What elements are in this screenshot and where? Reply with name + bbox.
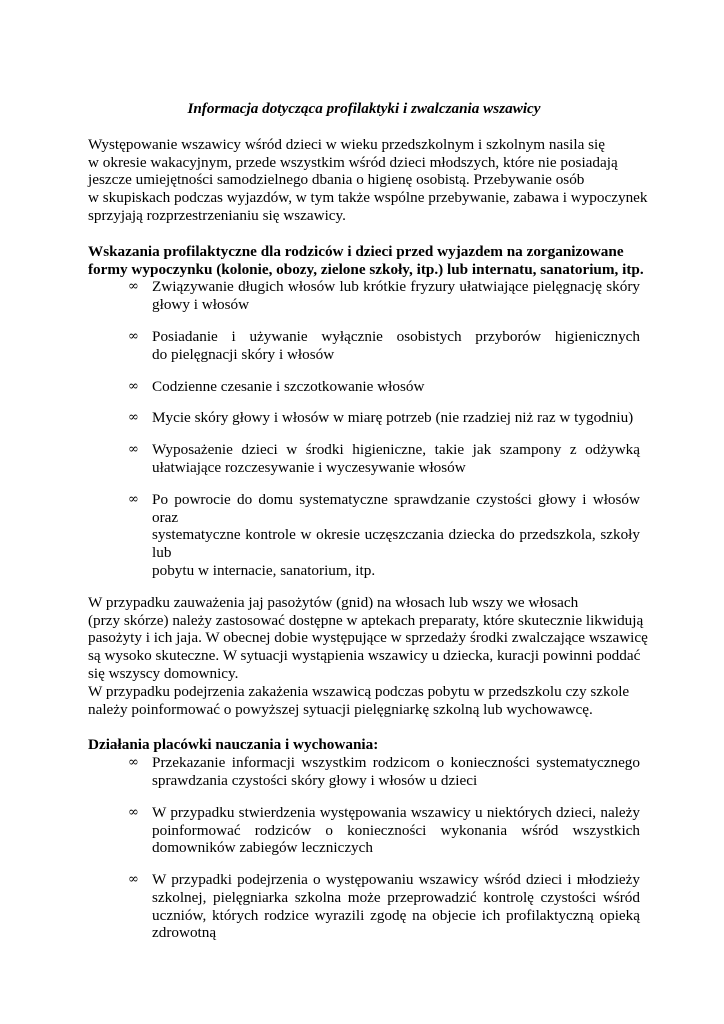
text-line: W przypadku stwierdzenia występowania wszawicy u niektórych dzieci, należy (152, 803, 640, 821)
infinity-bullet-icon: ∞ (128, 442, 139, 458)
text-line: szkolnej, pielęgniarka szkolna może przeprowadzić kontrolę czystości wśród (152, 888, 640, 906)
text-line: sprzyjają rozprzestrzenianiu się wszawicy. (88, 206, 346, 224)
text-line: systematyczne kontrole w okresie uczęszczania dziecka do przedszkola, szkoły lub (152, 526, 640, 562)
list-item-text (152, 409, 640, 427)
intro-paragraph (88, 135, 648, 225)
spacer (88, 225, 640, 243)
text-line: poinformować rodziców o konieczności wykonania wśród wszystkich (152, 821, 640, 839)
infinity-bullet-icon: ∞ (128, 872, 139, 888)
infinity-bullet-icon: ∞ (128, 410, 139, 426)
infinity-bullet-icon: ∞ (128, 279, 139, 295)
text-line: (przy skórze) należy zastosować dostępne w aptekach preparaty, które skutecznie likwidują (88, 611, 644, 629)
section-heading-institution (88, 736, 640, 754)
infinity-bullet-icon: ∞ (128, 755, 139, 771)
list-item (88, 441, 640, 477)
infinity-bullet-icon: ∞ (128, 378, 139, 394)
list-item-text (152, 754, 640, 790)
list-item (88, 328, 640, 364)
text-line: pasożyty i ich jaja. W obecnej dobie występujące w sprzedaży środki zwalczające wszawicę (88, 629, 648, 647)
text-line: Występowanie wszawicy wśród dzieci w wieku przedszkolnym i szkolnym nasila się (88, 135, 606, 153)
list-item-text (152, 871, 640, 942)
text-line: sprawdzania czystości skóry głowy i włosów u dzieci (152, 771, 478, 789)
text-line: Związywanie długich włosów lub krótkie fryzury ułatwiające pielęgnację skóry (152, 278, 640, 296)
text-line: zdrowotną (152, 924, 217, 942)
infinity-bullet-icon: ∞ (128, 491, 139, 507)
text-line: Mycie skóry głowy i włosów w miarę potrzeb (nie rzadziej niż raz w tygodniu) (152, 409, 634, 427)
text-line: w okresie wakacyjnym, przede wszystkim wśród dzieci młodszych, które nie posiadają (88, 153, 618, 171)
text-line: uczniów, których rodzice wyrazili zgodę na objecie ich profilaktyczną opieką (152, 906, 640, 924)
text-line: do pielęgnacji skóry i włosów (152, 345, 335, 363)
text-line: domowników zabiegów leczniczych (152, 839, 373, 857)
list-item (88, 409, 640, 427)
text-line: Przekazanie informacji wszystkim rodzicom o konieczności systematycznego (152, 754, 640, 772)
text-line: w skupiskach podczas wyjazdów, w tym także wspólne przebywanie, zabawa i wypoczynek (88, 189, 648, 207)
list-item-text (152, 378, 640, 396)
list-item-text (152, 491, 640, 580)
spacer (88, 718, 640, 736)
list-item (88, 754, 640, 790)
text-line: W przypadku podejrzenia zakażenia wszawicą podczas pobytu w przedszkolu czy szkole (88, 682, 630, 700)
text-line: W przypadku zauważenia jaj pasożytów (gnid) na włosach lub wszy we włosach (88, 593, 579, 611)
text-line: Po powrocie do domu systematyczne sprawdzanie czystości głowy i włosów oraz (152, 490, 640, 526)
text-line: Wskazania profilaktyczne dla rodziców i dzieci przed wyjazdem na zorganizowane (88, 242, 624, 260)
list-item-text (152, 328, 640, 364)
institution-actions-list (88, 754, 640, 942)
section-heading-prevention (88, 242, 644, 279)
list-item-text (152, 441, 640, 477)
document-page (88, 100, 648, 956)
text-line: należy poinformować o powyższej sytuacji pielęgniarkę szkolną lub wychowawcę. (88, 700, 593, 718)
text-line: Codzienne czesanie i szczotkowanie włosów (152, 377, 425, 395)
infinity-bullet-icon: ∞ (128, 328, 139, 344)
text-line: W przypadki podejrzenia o występowaniu wszawicy wśród dzieci i młodzieży (152, 871, 640, 889)
text-line: formy wypoczynku (kolonie, obozy, zielone szkoły, itp.) lub internatu, sanatorium, itp. (88, 260, 644, 278)
list-item (88, 871, 640, 942)
text-line: pobytu w internacie, sanatorium, itp. (152, 561, 376, 579)
text-line: jeszcze umiejętności samodzielnego dbania o higienę osobistą. Przebywanie osób (88, 171, 585, 189)
section-heading-line: Działania placówki nauczania i wychowania: (88, 736, 379, 754)
list-item-text (152, 278, 640, 314)
text-line: się wszyscy domownicy. (88, 664, 239, 682)
text-line: Wyposażenie dzieci w środki higieniczne, takie jak szampony z odżywką (152, 441, 640, 459)
list-item-text (152, 804, 640, 857)
text-line: są wysoko skuteczne. W sytuacji wystąpienia wszawicy u dziecka, kuracji powinni poddać (88, 647, 641, 665)
treatment-paragraph (88, 593, 648, 719)
prevention-list (88, 278, 640, 579)
list-item (88, 378, 640, 396)
list-item (88, 278, 640, 314)
text-line: ułatwiające rozczesywanie i wyczesywanie włosów (152, 458, 466, 476)
list-item (88, 804, 640, 857)
document-title: Informacja dotycząca profilaktyki i zwalczania wszawicy (187, 100, 541, 117)
infinity-bullet-icon: ∞ (128, 804, 139, 820)
text-line: głowy i włosów (152, 296, 250, 314)
list-item (88, 491, 640, 580)
text-line: Posiadanie i używanie wyłącznie osobistych przyborów higienicznych (152, 327, 640, 345)
